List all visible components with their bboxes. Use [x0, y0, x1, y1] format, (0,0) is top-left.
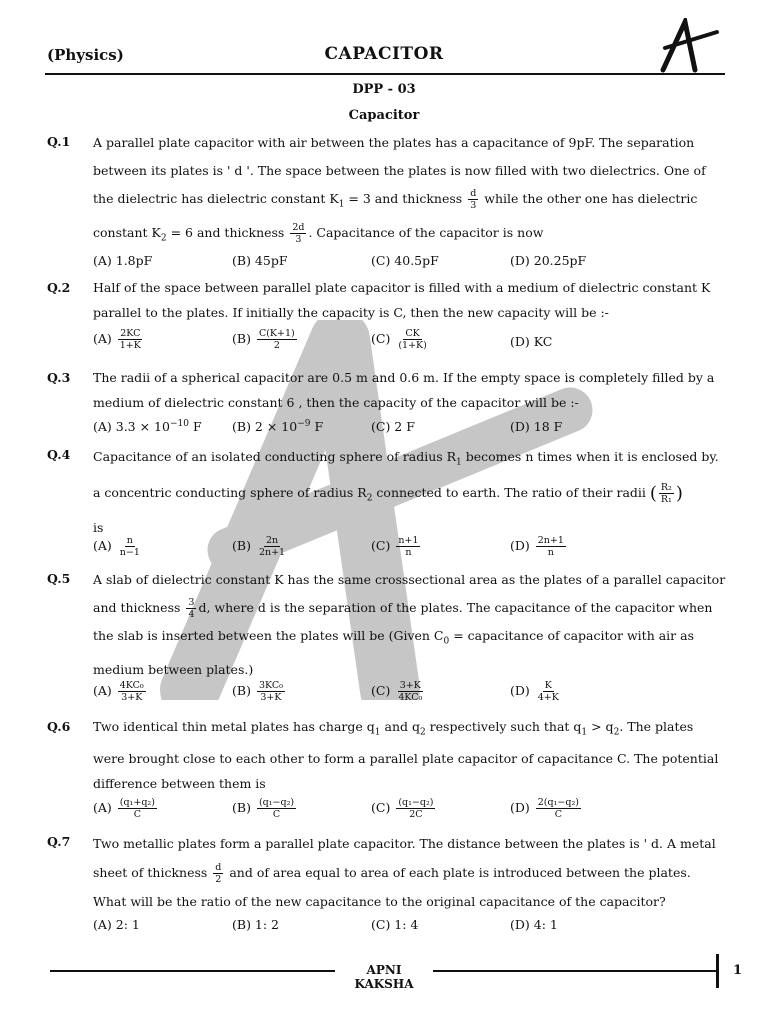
option-d: (D) $\frac{K}{4+K}$ — [510, 680, 559, 703]
footer-divider-right — [433, 970, 716, 972]
page-number: 1 — [733, 963, 743, 978]
page-title: CAPACITOR — [324, 44, 444, 64]
option-a: (A) $3.3 \times 10^{-10}$ F — [93, 419, 202, 435]
apni-kaksha-logo-icon — [655, 18, 725, 73]
option-c: (C) $\frac{n+1}{n}$ — [371, 535, 419, 558]
option-d: (D) KC — [510, 334, 553, 349]
option-a: (A) $\frac{2KC}{1+K}$ — [93, 328, 141, 351]
question-1: Q.1 A parallel plate capacitor with air between the plates has a capacitance of 9pF. The separation between its plates is ' d '. The space between the plates is now filled with two dielectrics. One of the dielectric has dielectric constant $K_1 = 3$ and thickness $\frac{d}{3}$ while the other one has dielectric constant $K_2 = 6$ and thickness $\frac{2d}{3}$ . Capacitance of the capacitor is now — [47, 134, 706, 245]
footer-divider-left — [50, 970, 335, 972]
option-a: (A) $\frac{n}{n-1}$ — [93, 535, 140, 558]
option-d: (D) 18 F — [510, 419, 563, 434]
option-b: (B) $\frac{2n}{2n+1}$ — [232, 535, 286, 558]
option-d: (D) 4: 1 — [510, 917, 558, 932]
option-b: (B) $2 \times 10^{-9}$ F — [232, 419, 324, 435]
option-c: (C) $\frac{CK}{(1+K)}$ — [371, 328, 427, 351]
option-b: (B) $\frac{\text{(q₁−q₂)}}{C}$ — [232, 797, 295, 820]
option-b: (B) $\frac{C(K+1)}{2}$ — [232, 328, 295, 351]
header-divider — [45, 73, 725, 75]
question-7: Q.7 Two metallic plates form a parallel plate capacitor. The distance between the plates is ' d. A metal sheet of thickness $\frac{d}{2}$ and of area equal to area of each plate is introduced between the plates. What will be the ratio of the new capacitance to the original capacitance of the capacitor? — [47, 834, 716, 909]
option-d: (D) $\frac{2n+1}{n}$ — [510, 535, 564, 558]
question-3: Q.3 The radii of a spherical capacitor are 0.5 m and 0.6 m. If the empty space is completely filled by a medium of dielectric constant 6 , then the capacity of the capacitor will be :- — [47, 370, 715, 410]
section-subtitle: Capacitor — [348, 108, 420, 123]
option-c: (C) $\frac{\text{(q₁−q₂)}}{2C}$ — [371, 797, 434, 820]
option-b: (B) $\frac{\text{3KC₀}}{3+K}$ — [232, 680, 283, 703]
option-b: (B) 45pF — [232, 253, 288, 268]
option-a: (A) $\frac{\text{(q₁+q₂)}}{C}$ — [93, 797, 155, 820]
question-2: Q.2 Half of the space between parallel plate capacitor is filled with a medium of dielectric constant K parallel to the plates. If initially the capacity is C, then the new capacity will be :- — [47, 280, 711, 320]
question-5: Q.5 A slab of dielectric constant K has the same crosssectional area as the plates of a parallel capacitor and thickness $\frac{3}{4}$ d, where d is the separation of the plates. The capacitance of the capacitor when the slab is inserted between the plates will be (Given $C_0$ = capacitance of capacitor with air as medium between plates.) — [47, 571, 726, 677]
footer-vertical-bar — [716, 954, 719, 988]
footer-brand: APNI KAKSHA — [354, 963, 414, 991]
option-c: (C) 40.5pF — [371, 253, 439, 268]
option-d: (D) 20.25pF — [510, 253, 587, 268]
option-a: (A) 2: 1 — [93, 917, 140, 932]
question-6: Q.6 Two identical thin metal plates has charge $q_1$ and $q_2$ respectively such that $q_1 > q_2$. The plates were brought close to each other to form a parallel plate capacitor of capacitance C. The potential difference between them is — [47, 719, 719, 791]
option-a: (A) $\frac{\text{4KC₀}}{3+K}$ — [93, 680, 144, 703]
option-b: (B) 1: 2 — [232, 917, 280, 932]
option-a: (A) 1.8pF — [93, 253, 153, 268]
subject-label: (Physics) — [47, 46, 124, 64]
question-4: Q.4 Capacitance of an isolated conducting sphere of radius $R_1$ becomes n times when it is enclosed by. a concentric conducting sphere of radius $R_2$ connected to earth. The ratio of their radii ( $\frac{\text{R₂}}{\text{R₁}}$ ) is — [47, 447, 719, 535]
dpp-number: DPP - 03 — [352, 82, 416, 97]
option-c: (C) 2 F — [371, 419, 415, 434]
option-d: (D) $\frac{\text{2(q₁−q₂)}}{C}$ — [510, 797, 579, 820]
option-c: (C) $\frac{3+K}{\text{4KC₀}}$ — [371, 680, 423, 703]
option-c: (C) 1: 4 — [371, 917, 419, 932]
